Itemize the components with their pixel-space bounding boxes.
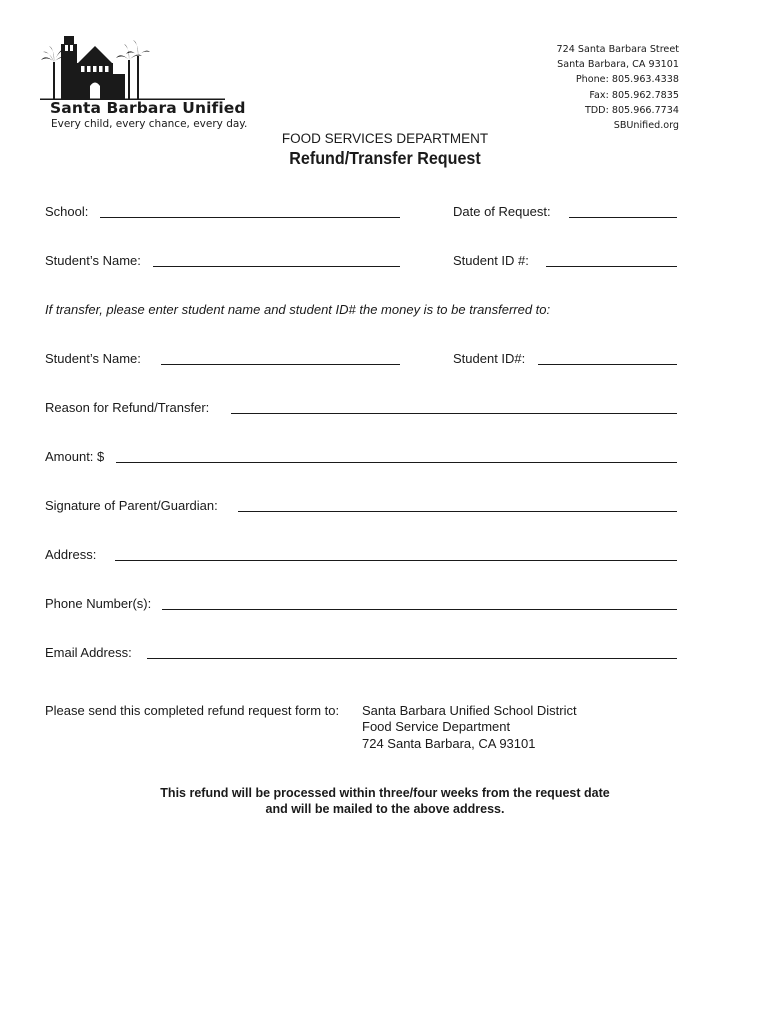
phone-label: Phone Number(s): [45, 596, 152, 611]
transfer-student-id-field[interactable] [538, 364, 677, 365]
school-label: School: [45, 204, 89, 219]
contact-street: 724 Santa Barbara Street [556, 44, 679, 55]
contact-block [459, 42, 679, 133]
send-to-line-2: Food Service Department [362, 719, 511, 734]
form-title: Refund/Transfer Request [289, 148, 481, 168]
contact-phone: Phone: 805.963.4338 [575, 74, 679, 86]
student-id-label: Student ID #: [453, 253, 529, 268]
transfer-instructions: If transfer, please enter student name and student ID# the money is to be transferred to: [45, 302, 551, 317]
transfer-student-name-field[interactable] [161, 364, 400, 365]
send-to-line-1: Santa Barbara Unified School District [362, 703, 577, 718]
signature-label: Signature of Parent/Guardian: [45, 498, 218, 513]
date-field[interactable] [569, 217, 677, 218]
email-label: Email Address: [45, 645, 132, 660]
date-label: Date of Request: [453, 204, 551, 219]
school-field[interactable] [100, 217, 400, 218]
phone-field[interactable] [162, 609, 677, 610]
reason-label: Reason for Refund/Transfer: [45, 400, 210, 415]
transfer-student-id-label: Student ID#: [453, 351, 526, 366]
notice-line-2: and will be mailed to the above address. [265, 802, 505, 816]
signature-field[interactable] [238, 511, 677, 512]
contact-web: SBUnified.org [613, 120, 679, 132]
contact-fax: Fax: 805.962.7835 [589, 89, 679, 101]
address-field[interactable] [115, 560, 677, 561]
district-logo [40, 34, 230, 100]
student-name-field[interactable] [153, 266, 400, 267]
email-field[interactable] [147, 658, 677, 659]
student-name-label: Student’s Name: [45, 253, 141, 268]
send-to-line-3: 724 Santa Barbara, CA 93101 [362, 736, 536, 751]
processing-notice [0, 785, 770, 817]
address-label: Address: [45, 547, 97, 562]
org-name: Santa Barbara Unified [50, 99, 246, 117]
student-id-field[interactable] [546, 266, 677, 267]
notice-line-1: This refund will be processed within three/four weeks from the request date [160, 786, 610, 800]
department-heading: FOOD SERVICES DEPARTMENT [281, 131, 489, 146]
amount-label: Amount: $ [45, 449, 105, 464]
contact-city: Santa Barbara, CA 93101 [557, 59, 679, 71]
reason-field[interactable] [231, 413, 677, 414]
org-tagline: Every child, every chance, every day. [51, 118, 248, 130]
amount-field[interactable] [116, 462, 677, 463]
contact-tdd: TDD: 805.966.7734 [584, 104, 679, 116]
transfer-student-name-label: Student’s Name: [45, 351, 141, 366]
send-to-intro: Please send this completed refund request form to: [45, 703, 340, 718]
